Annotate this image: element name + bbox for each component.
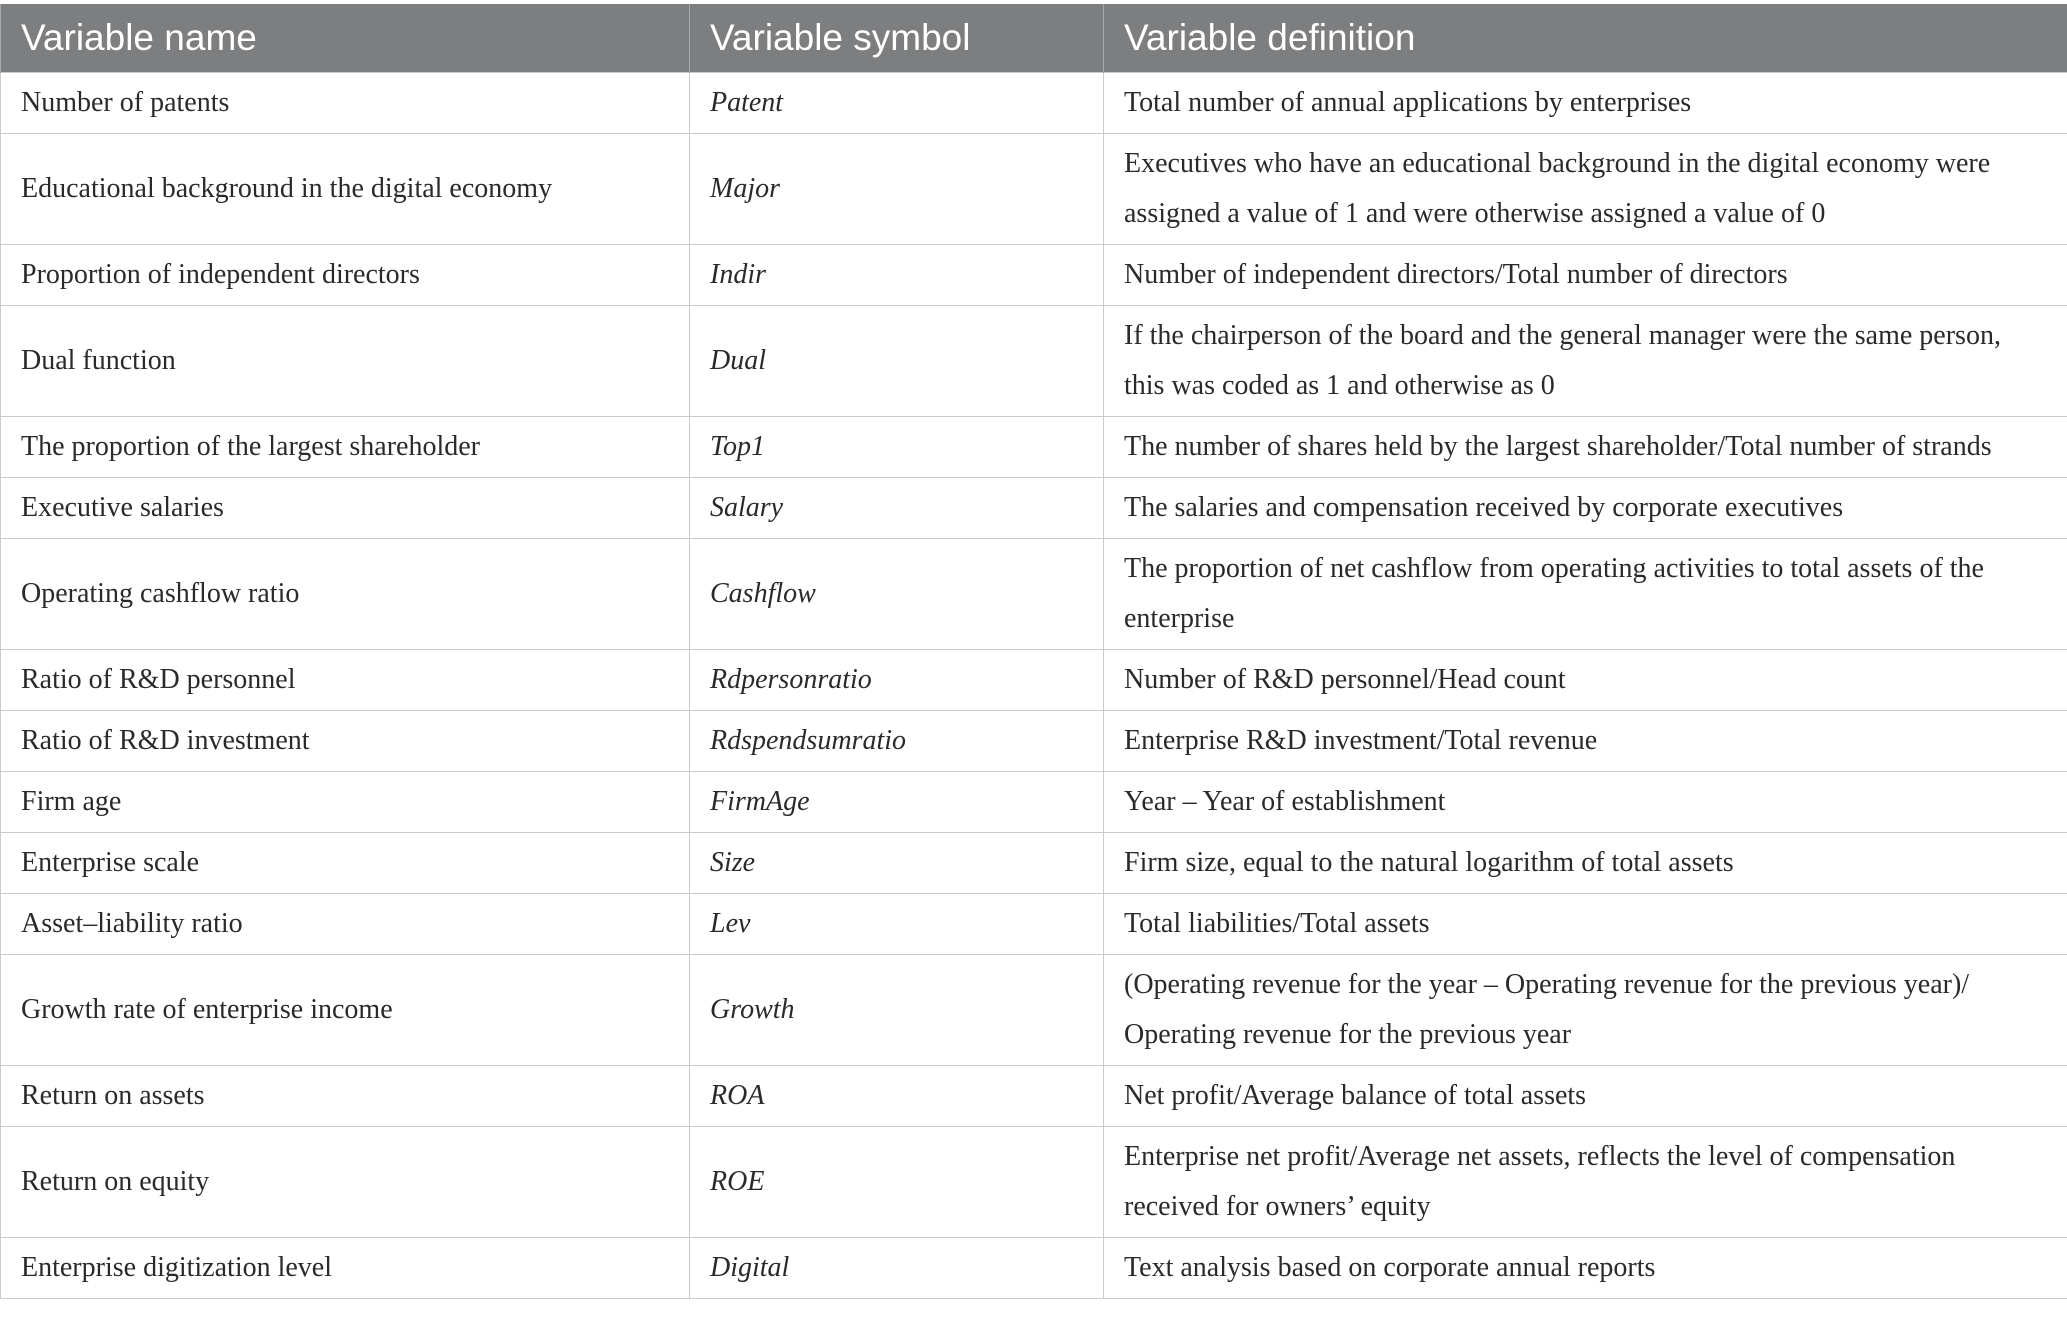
variable-symbol-cell: Salary	[690, 478, 1104, 539]
variable-name-cell: Operating cashflow ratio	[1, 539, 690, 650]
variable-name-cell: Executive salaries	[1, 478, 690, 539]
variable-symbol-cell: Digital	[690, 1238, 1104, 1299]
variable-symbol-cell: Size	[690, 833, 1104, 894]
variable-definition-cell: The salaries and compensation received by corporate executives	[1104, 478, 2067, 539]
variable-name-cell: Proportion of independent directors	[1, 245, 690, 306]
table-row	[1, 73, 2067, 134]
variable-symbol-cell: Lev	[690, 894, 1104, 955]
table-row	[1, 1066, 2067, 1127]
variable-definition-cell: Text analysis based on corporate annual reports	[1104, 1238, 2067, 1299]
variable-symbol-cell: ROE	[690, 1127, 1104, 1238]
table-row	[1, 1238, 2067, 1299]
variable-symbol-cell: FirmAge	[690, 772, 1104, 833]
table-row	[1, 894, 2067, 955]
variable-symbol-cell: Rdpersonratio	[690, 650, 1104, 711]
variable-definition-cell: If the chairperson of the board and the general manager were the same person, this was coded as 1 and otherwise as 0	[1104, 306, 2067, 417]
variable-definition-cell: Year – Year of establishment	[1104, 772, 2067, 833]
variable-name-cell: Ratio of R&D investment	[1, 711, 690, 772]
table-row	[1, 134, 2067, 245]
table-row	[1, 650, 2067, 711]
table-row	[1, 833, 2067, 894]
variable-name-cell: Educational background in the digital economy	[1, 134, 690, 245]
variable-definition-cell: Executives who have an educational background in the digital economy were assigned a value of 1 and were otherwise assigned a value of 0	[1104, 134, 2067, 245]
header-variable-symbol: Variable symbol	[690, 4, 1104, 73]
variable-definition-cell: Number of independent directors/Total number of directors	[1104, 245, 2067, 306]
table-row	[1, 1127, 2067, 1238]
variable-symbol-cell: Patent	[690, 73, 1104, 134]
table-row	[1, 478, 2067, 539]
variable-name-cell: Dual function	[1, 306, 690, 417]
variables-table	[0, 4, 2067, 1299]
variable-name-cell: The proportion of the largest shareholder	[1, 417, 690, 478]
header-variable-name: Variable name	[1, 4, 690, 73]
variable-definition-cell: The proportion of net cashflow from operating activities to total assets of the enterprise	[1104, 539, 2067, 650]
variable-definition-cell: The number of shares held by the largest shareholder/Total number of strands	[1104, 417, 2067, 478]
table-row	[1, 306, 2067, 417]
variable-definition-cell: (Operating revenue for the year – Operating revenue for the previous year)/ Operating revenue for the previous year	[1104, 955, 2067, 1066]
variable-name-cell: Enterprise digitization level	[1, 1238, 690, 1299]
variable-symbol-cell: Top1	[690, 417, 1104, 478]
variable-definition-cell: Firm size, equal to the natural logarithm of total assets	[1104, 833, 2067, 894]
variable-definition-cell: Total number of annual applications by enterprises	[1104, 73, 2067, 134]
variable-symbol-cell: Dual	[690, 306, 1104, 417]
variable-definition-cell: Enterprise R&D investment/Total revenue	[1104, 711, 2067, 772]
variable-symbol-cell: Major	[690, 134, 1104, 245]
variable-symbol-cell: ROA	[690, 1066, 1104, 1127]
table-row	[1, 539, 2067, 650]
variable-name-cell: Number of patents	[1, 73, 690, 134]
variable-definition-cell: Net profit/Average balance of total assets	[1104, 1066, 2067, 1127]
variable-symbol-cell: Rdspendsumratio	[690, 711, 1104, 772]
variable-symbol-cell: Cashflow	[690, 539, 1104, 650]
variable-symbol-cell: Growth	[690, 955, 1104, 1066]
variable-symbol-cell: Indir	[690, 245, 1104, 306]
table-row	[1, 417, 2067, 478]
table-row	[1, 245, 2067, 306]
variable-name-cell: Enterprise scale	[1, 833, 690, 894]
variable-name-cell: Growth rate of enterprise income	[1, 955, 690, 1066]
header-variable-definition: Variable definition	[1104, 4, 2067, 73]
table-row	[1, 772, 2067, 833]
table-header-row	[1, 4, 2067, 73]
variable-name-cell: Return on equity	[1, 1127, 690, 1238]
table-row	[1, 711, 2067, 772]
variable-definition-cell: Number of R&D personnel/Head count	[1104, 650, 2067, 711]
variable-definition-cell: Enterprise net profit/Average net assets, reflects the level of compensation received for owners’ equity	[1104, 1127, 2067, 1238]
variable-definition-cell: Total liabilities/Total assets	[1104, 894, 2067, 955]
variable-name-cell: Asset–liability ratio	[1, 894, 690, 955]
variable-name-cell: Ratio of R&D personnel	[1, 650, 690, 711]
variable-name-cell: Firm age	[1, 772, 690, 833]
table-row	[1, 955, 2067, 1066]
variable-name-cell: Return on assets	[1, 1066, 690, 1127]
